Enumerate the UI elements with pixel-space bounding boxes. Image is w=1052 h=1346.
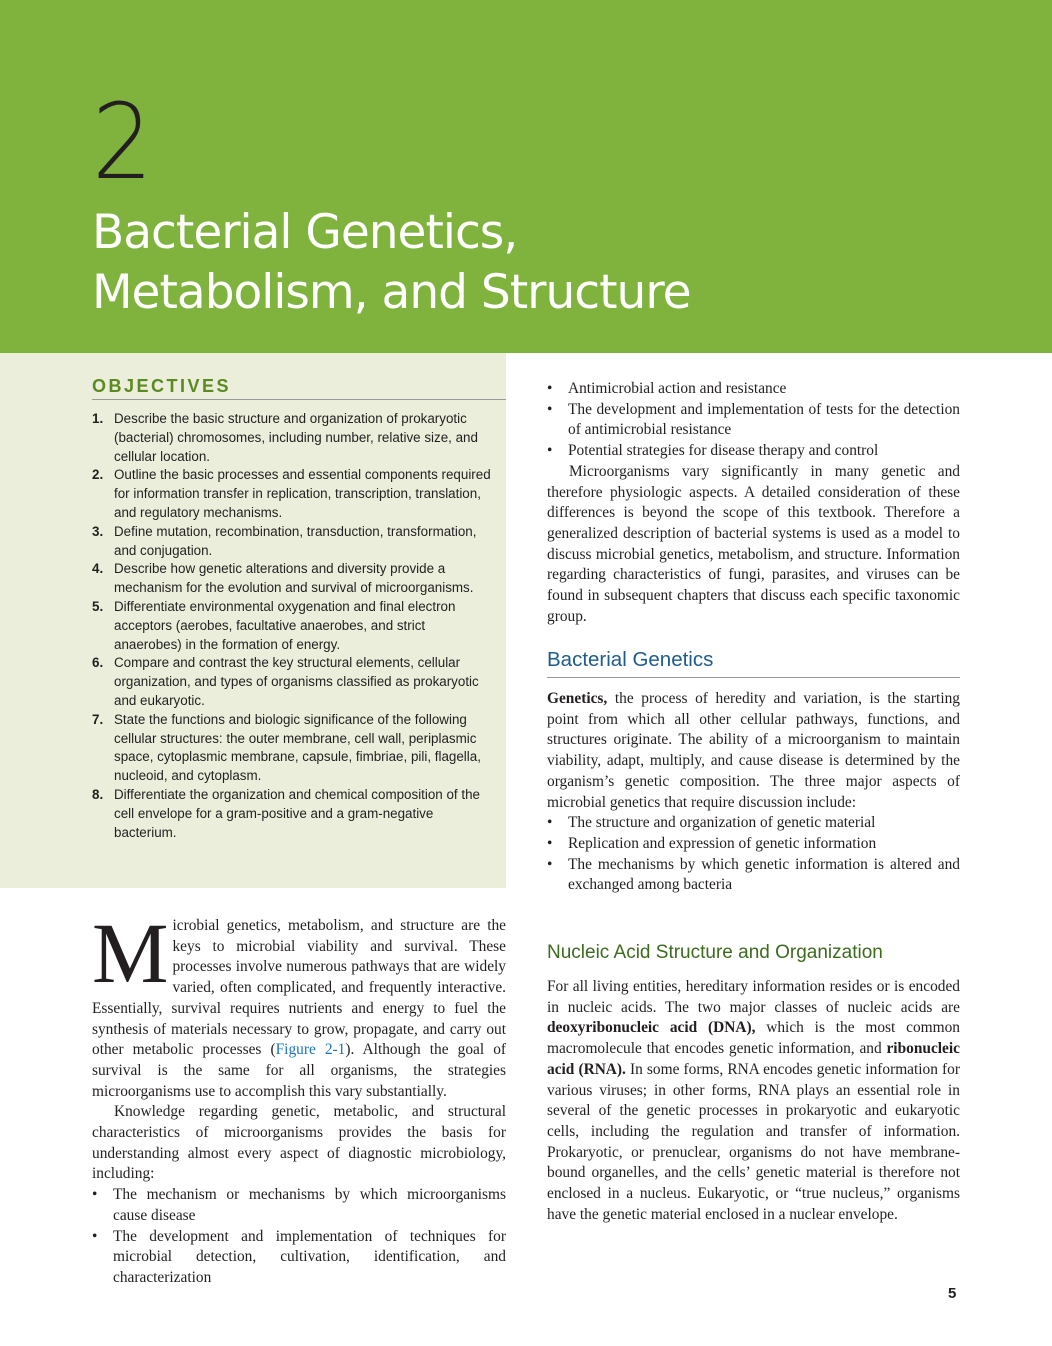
genetics-text: the process of heredity and variation, is the starting point from which all other cellular pathways, functions, and structures originate. The ability of a microorganism to maintain viability, adapt, multiply, and cause disease is determined by the organism’s genetic composition. The three major aspects of microbial genetics that require discussion include: <box>547 690 960 811</box>
objective-item <box>92 786 492 842</box>
nucleic-text: which is the most common macromolecule that encodes genetic information, and <box>547 1019 960 1058</box>
drop-cap: M <box>92 905 169 1001</box>
objective-text: Describe how genetic alterations and diversity provide a mechanism for the evolution and survival of microorganisms. <box>114 561 474 596</box>
objective-item <box>92 523 492 561</box>
objective-number: 6. <box>92 655 104 671</box>
objective-text: Compare and contrast the key structural elements, cellular organization, and types of organisms classified as prokaryotic and eukaryotic. <box>114 655 479 708</box>
objective-text: Outline the basic processes and essential components required for information transfer in replication, transcription, translation, and regulatory mechanisms. <box>114 467 491 520</box>
objective-item <box>92 466 492 522</box>
genetics-paragraph <box>547 689 960 813</box>
objective-number: 2. <box>92 467 104 483</box>
bullet-item: • The development and implementation of techniques for microbial detection, cultivation, identification, and characterization <box>92 1227 506 1289</box>
page-number: 5 <box>948 1285 957 1302</box>
bullet-item: • Antimicrobial action and resistance <box>547 379 960 400</box>
objective-number: 1. <box>92 411 104 426</box>
bullet-item: • The development and implementation of tests for the detection of antimicrobial resistance <box>547 400 960 441</box>
bullet-item: • Replication and expression of genetic information <box>547 834 960 855</box>
objective-number: 5. <box>92 598 104 614</box>
figure-link[interactable]: Figure 2-1 <box>275 1041 346 1059</box>
nucleic-column <box>547 977 960 1225</box>
bullet-item: • The mechanisms by which genetic information is altered and exchanged among bacteria <box>547 855 960 896</box>
intro-text: ). Although the goal of survival is the same for all organisms, the strategies microorganisms use to accomplish this vary substantially. <box>92 1041 507 1100</box>
nucleic-text: For all living entities, hereditary information resides or is encoded in nucleic acids. The two major classes of nucleic acids are <box>547 978 960 1016</box>
key-term: ribonucleic acid (RNA). <box>547 1040 960 1078</box>
objective-item <box>92 410 492 466</box>
bullet-item: • Potential strategies for disease therapy and control <box>547 441 960 462</box>
intro-paragraph-2: Knowledge regarding genetic, metabolic, and structural characteristics of microorganisms provides the basis for understanding almost every aspect of diagnostic microbiology, including: <box>92 1103 506 1183</box>
bullet-item: • The structure and organization of genetic material <box>547 813 960 834</box>
objective-item <box>92 711 492 786</box>
objectives-list <box>92 410 492 842</box>
intro-paragraph-3: Microorganisms vary significantly in many genetic and therefore physiologic aspects. A detailed consideration of these differences is beyond the scope of this textbook. Therefore a generalized description of bacterial systems is used as a model to discuss microbial genetics, metabolism, and structure. Information regarding characteristics of fungi, parasites, and viruses can be found in subsequent chapters that discuss each specific taxonomic group. <box>547 462 960 625</box>
objective-text: Describe the basic structure and organization of prokaryotic (bacterial) chromosomes, including number, relative size, and cellular location. <box>114 411 478 464</box>
objective-text: Differentiate the organization and chemical composition of the cell envelope for a gram-positive and a gram-negative bacterium. <box>114 786 480 840</box>
nucleic-text: In some forms, RNA encodes genetic information for various viruses; in other forms, RNA plays an essential role in several of the genetic processes in prokaryotic and eukaryotic cells, including the regulation and transfer of information. Prokaryotic, or prenuclear, organisms do not have membrane-bound organelles, and the cells’ genetic material is therefore not enclosed in a nucleus. Eukaryotic, or “true nucleus,” organisms have the genetic material enclosed in a nuclear envelope. <box>547 1060 960 1223</box>
intro-paragraph <box>92 905 507 1102</box>
subsection-heading: Nucleic Acid Structure and Organization <box>547 942 883 963</box>
objective-text: Differentiate environmental oxygenation and final electron acceptors (aerobes, facultative anaerobes, and strict anaerobes) in the formation of energy. <box>114 598 456 652</box>
objective-item <box>92 560 492 598</box>
objective-number: 8. <box>92 786 104 802</box>
objective-item <box>92 598 492 654</box>
objectives-divider <box>92 399 506 400</box>
chapter-title-line: Bacterial Genetics, <box>92 205 518 260</box>
intro-column <box>92 905 507 1289</box>
objective-text: State the functions and biologic significance of the following cellular structures: the outer membrane, cell wall, periplasmic space, cytoplasmic membrane, capsule, fimbriae, pili, flagella, nucleoid, and cytoplasm. <box>114 711 481 784</box>
objective-item <box>92 654 492 710</box>
section-divider <box>547 677 960 678</box>
key-term: Genetics, <box>547 690 608 707</box>
objective-text: Define mutation, recombination, transduction, transformation, and conjugation. <box>114 523 477 558</box>
section-heading: Bacterial Genetics <box>547 648 714 671</box>
objective-number: 4. <box>92 561 104 577</box>
chapter-title <box>92 203 992 323</box>
chapter-title-line: Metabolism, and Structure <box>92 265 691 320</box>
bullet-item: • The mechanism or mechanisms by which microorganisms cause disease <box>92 1185 506 1226</box>
intro-column-continued <box>547 379 960 627</box>
intro-text: icrobial genetics, metabolism, and structure are the keys to microbial viability and survival. These processes involve numerous pathways that are widely varied, often complicated, and frequently interactive. Essentially, survival requires nutrients and energy to fuel the synthesis of materials necessary to grow, propagate, and carry out other metabolic processes ( <box>92 917 506 1059</box>
key-term: deoxyribonucleic acid (DNA), <box>547 1019 756 1037</box>
objectives-heading: OBJECTIVES <box>92 376 232 396</box>
genetics-column <box>547 689 960 896</box>
objective-number: 7. <box>92 711 104 727</box>
chapter-number: 2 <box>92 81 152 203</box>
objective-number: 3. <box>92 523 104 539</box>
nucleic-paragraph <box>547 977 960 1225</box>
